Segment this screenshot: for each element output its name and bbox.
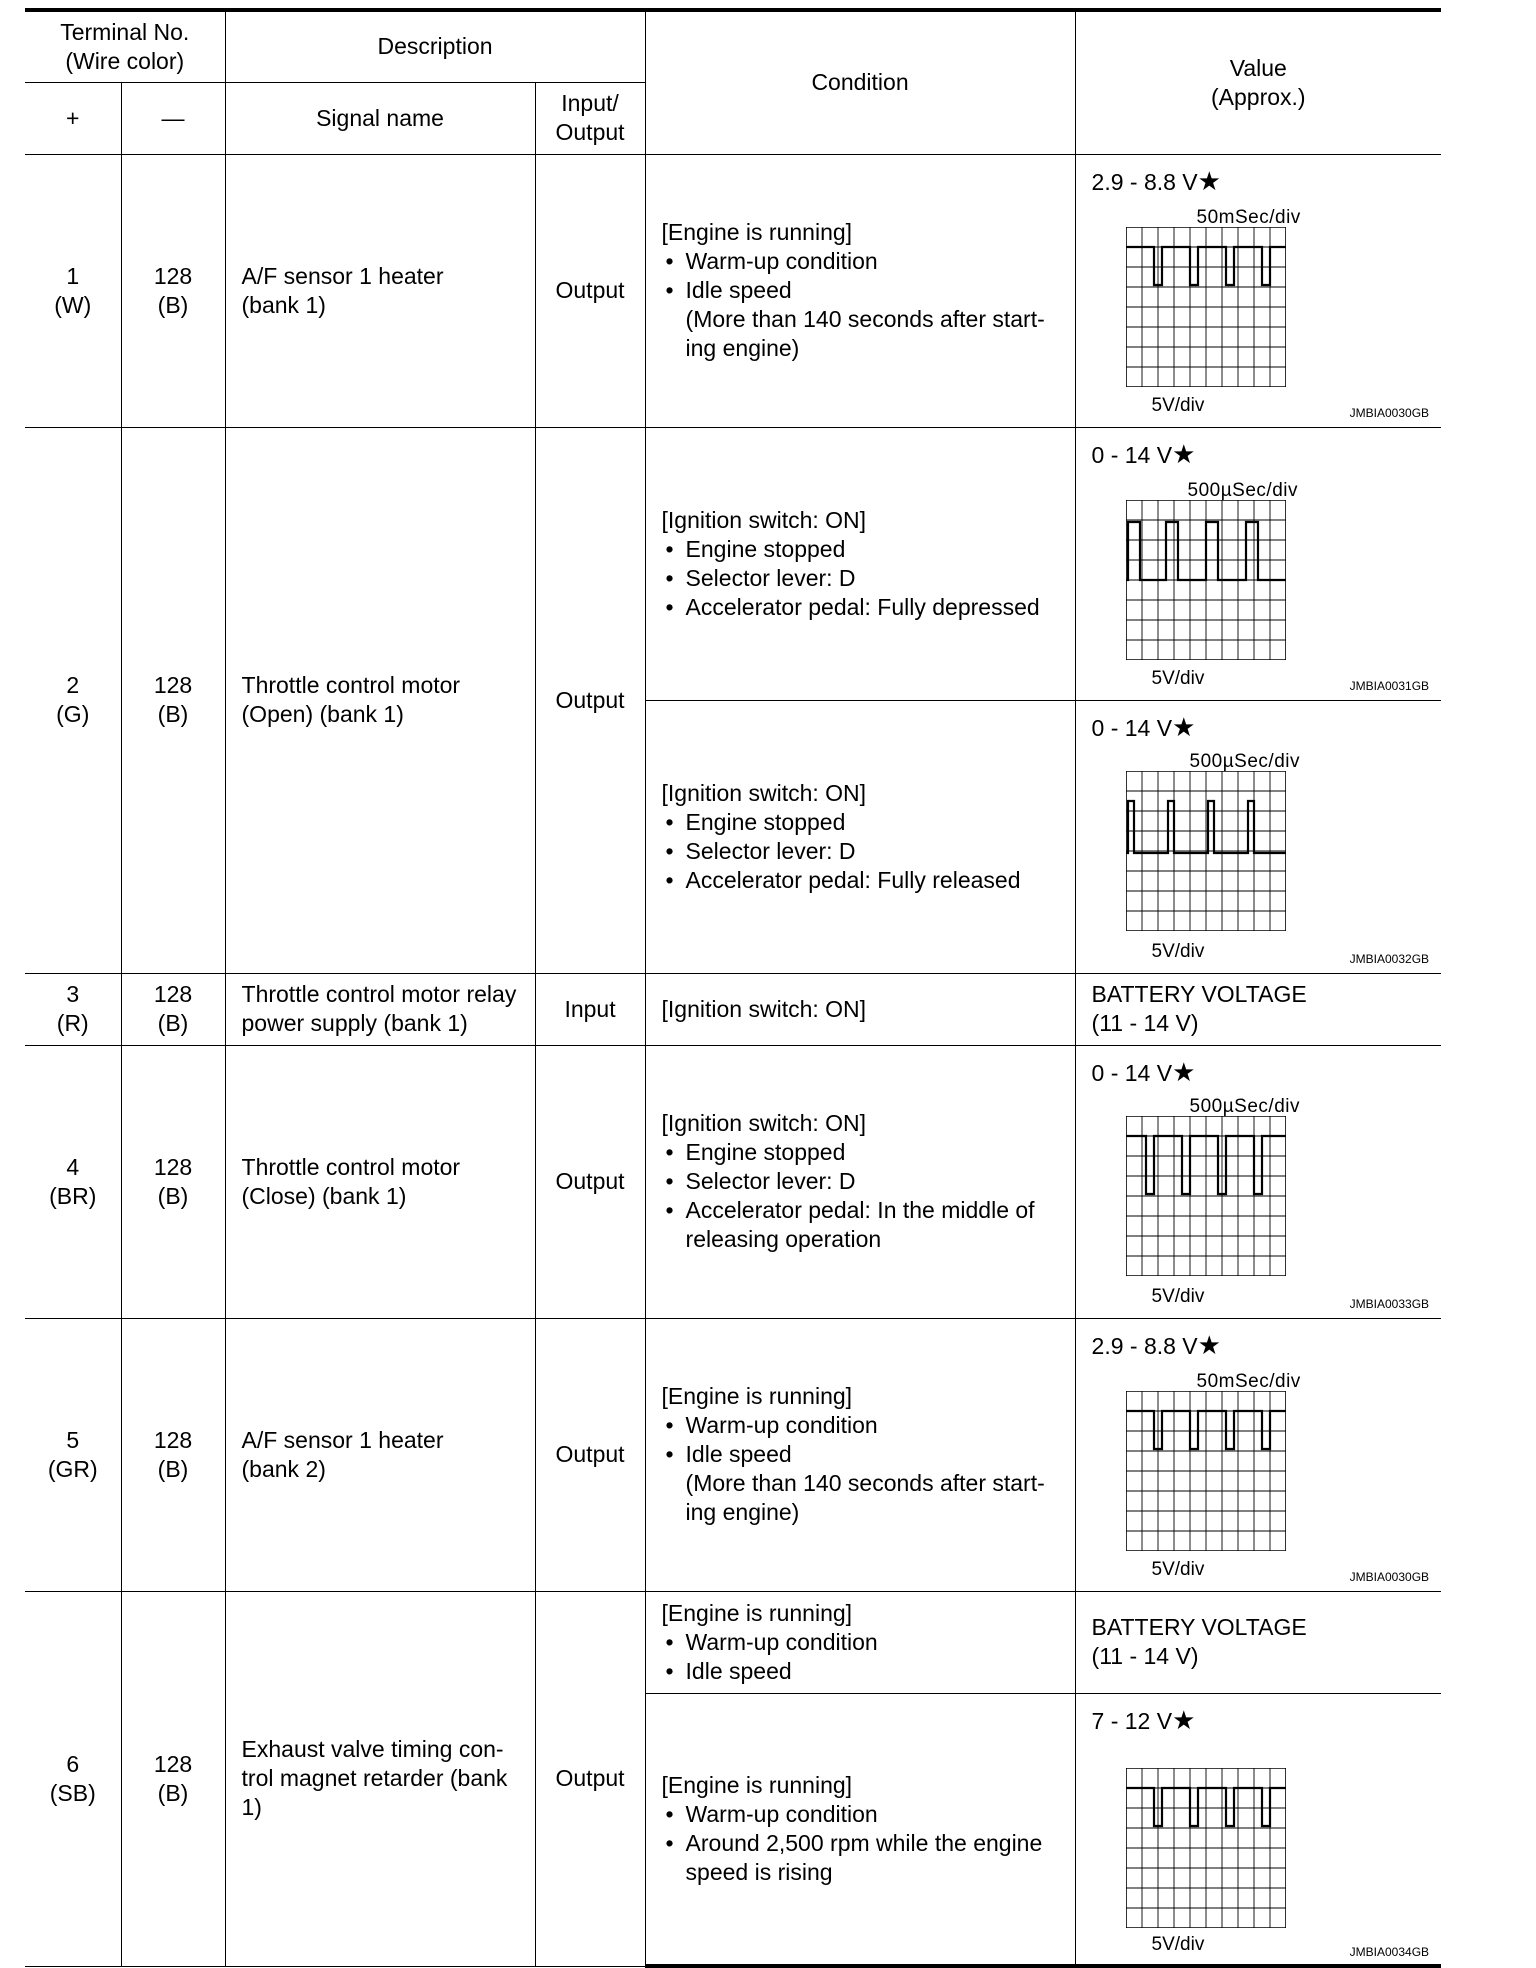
value-range: 0 - 14 V★ xyxy=(1091,438,1196,469)
minus-terminal: 128 (B) xyxy=(121,154,225,427)
plus-terminal: 4 (BR) xyxy=(25,1045,121,1318)
io-type: Output xyxy=(535,1591,645,1966)
value-range: 2.9 - 8.8 V★ xyxy=(1091,165,1221,196)
time-div-label: 50mSec/div xyxy=(1196,1370,1301,1392)
value-cell xyxy=(1075,154,1441,427)
table-row xyxy=(25,427,1441,700)
condition-item: • Warm-up condition xyxy=(662,1411,1067,1440)
volt-div-label: 5V/div xyxy=(1151,667,1205,689)
condition-item: • Engine stopped xyxy=(662,808,1067,837)
oscilloscope-waveform xyxy=(1126,227,1286,387)
condition: [Engine is running] • Warm-up condition • Idle speed xyxy=(645,1591,1075,1693)
condition: [Engine is running] • Warm-up condition • Idle speed (More than 140 seconds after start- ing engine) xyxy=(645,1318,1075,1591)
plus-terminal: 6 (SB) xyxy=(25,1591,121,1966)
minus-terminal: 128 (B) xyxy=(121,1045,225,1318)
image-code: JMBIA0034GB xyxy=(1349,1944,1430,1959)
value-range: 7 - 12 V★ xyxy=(1091,1704,1196,1735)
io-type: Output xyxy=(535,154,645,427)
condition: [Engine is running] • Warm-up condition • Around 2,500 rpm while the engine speed is rising xyxy=(645,1693,1075,1966)
time-div-label: 500µSec/div xyxy=(1187,479,1298,501)
condition: [Ignition switch: ON] xyxy=(645,973,1075,1045)
value-cell xyxy=(1075,1318,1441,1591)
volt-div-label: 5V/div xyxy=(1151,394,1205,416)
table-row xyxy=(25,154,1441,427)
image-code: JMBIA0031GB xyxy=(1349,678,1430,693)
oscilloscope-waveform xyxy=(1126,1768,1286,1928)
plus-terminal: 5 (GR) xyxy=(25,1318,121,1591)
condition-item: • Accelerator pedal: Fully released xyxy=(662,866,1067,895)
volt-div-label: 5V/div xyxy=(1151,1933,1205,1955)
table-row xyxy=(25,973,1441,1045)
volt-div-label: 5V/div xyxy=(1151,1285,1205,1307)
oscilloscope-waveform xyxy=(1126,1116,1286,1276)
header-terminal: Terminal No. (Wire color) xyxy=(25,10,225,82)
condition-item: • Accelerator pedal: Fully depressed xyxy=(662,593,1067,622)
oscilloscope-waveform xyxy=(1126,771,1286,931)
table-row xyxy=(25,1045,1441,1318)
value-cell xyxy=(1075,427,1441,700)
condition-item: • Idle speed xyxy=(662,1440,1067,1469)
volt-div-label: 5V/div xyxy=(1151,940,1205,962)
value-range: 0 - 14 V★ xyxy=(1091,1056,1196,1087)
value-range: 0 - 14 V★ xyxy=(1091,711,1196,742)
condition-item: • Accelerator pedal: In the middle of xyxy=(662,1196,1067,1225)
io-type: Input xyxy=(535,973,645,1045)
condition-item: • Selector lever: D xyxy=(662,564,1067,593)
signal-name: A/F sensor 1 heater (bank 1) xyxy=(225,154,535,427)
condition-item: • Warm-up condition xyxy=(662,247,1067,276)
image-code: JMBIA0030GB xyxy=(1349,1569,1430,1584)
condition: [Ignition switch: ON] • Engine stopped • Selector lever: D • Accelerator pedal: Fully released xyxy=(645,700,1075,973)
header-plus: + xyxy=(25,82,121,154)
image-code: JMBIA0033GB xyxy=(1349,1296,1430,1311)
value-cell xyxy=(1075,973,1441,1045)
signal-name: Throttle control motor (Open) (bank 1) xyxy=(225,427,535,973)
oscilloscope-waveform xyxy=(1126,1391,1286,1551)
oscilloscope-waveform xyxy=(1126,500,1286,660)
condition-item: • Engine stopped xyxy=(662,1138,1067,1167)
value-text: BATTERY VOLTAGE xyxy=(1091,1614,1307,1640)
condition-item: • Idle speed xyxy=(662,1657,1067,1686)
signal-name: Throttle control motor relay power supply (bank 1) xyxy=(225,973,535,1045)
header-condition: Condition xyxy=(645,10,1075,154)
plus-terminal: 3 (R) xyxy=(25,973,121,1045)
scope-grid xyxy=(1126,771,1286,931)
condition-item: • Engine stopped xyxy=(662,535,1067,564)
minus-terminal: 128 (B) xyxy=(121,1318,225,1591)
header-value: Value (Approx.) xyxy=(1075,10,1441,154)
header-minus: — xyxy=(121,82,225,154)
condition-item: • Idle speed xyxy=(662,276,1067,305)
table-row xyxy=(25,1591,1441,1693)
value-text: (11 - 14 V) xyxy=(1091,1643,1199,1669)
condition-item: • Warm-up condition xyxy=(662,1628,1067,1657)
condition-item: • Selector lever: D xyxy=(662,837,1067,866)
table-row xyxy=(25,1318,1441,1591)
value-cell xyxy=(1075,1693,1441,1966)
signal-name: Throttle control motor (Close) (bank 1) xyxy=(225,1045,535,1318)
condition: [Ignition switch: ON] • Engine stopped • Selector lever: D • Accelerator pedal: Fully depressed xyxy=(645,427,1075,700)
time-div-label: 500µSec/div xyxy=(1189,1095,1300,1117)
condition-item: • Warm-up condition xyxy=(662,1800,1067,1829)
plus-terminal: 2 (G) xyxy=(25,427,121,973)
terminal-table xyxy=(25,8,1441,1968)
value-cell xyxy=(1075,1591,1441,1693)
header-signal-name: Signal name xyxy=(225,82,535,154)
header-input-output: Input/ Output xyxy=(535,82,645,154)
plus-terminal: 1 (W) xyxy=(25,154,121,427)
io-type: Output xyxy=(535,427,645,973)
image-code: JMBIA0032GB xyxy=(1349,951,1430,966)
time-div-label: 500µSec/div xyxy=(1189,750,1300,772)
condition-item: • Around 2,500 rpm while the engine xyxy=(662,1829,1067,1858)
value-range: 2.9 - 8.8 V★ xyxy=(1091,1329,1221,1360)
signal-name: A/F sensor 1 heater (bank 2) xyxy=(225,1318,535,1591)
io-type: Output xyxy=(535,1045,645,1318)
header-description: Description xyxy=(225,10,645,82)
value-text: BATTERY VOLTAGE xyxy=(1091,981,1307,1007)
condition-item: • Selector lever: D xyxy=(662,1167,1067,1196)
waveform-trace xyxy=(1126,522,1286,580)
condition: [Ignition switch: ON] • Engine stopped • Selector lever: D • Accelerator pedal: In the middle of releasing operation xyxy=(645,1045,1075,1318)
condition: [Engine is running] • Warm-up condition • Idle speed (More than 140 seconds after start- ing engine) xyxy=(645,154,1075,427)
minus-terminal: 128 (B) xyxy=(121,1591,225,1966)
volt-div-label: 5V/div xyxy=(1151,1558,1205,1580)
io-type: Output xyxy=(535,1318,645,1591)
value-text: (11 - 14 V) xyxy=(1091,1010,1199,1036)
value-cell xyxy=(1075,1045,1441,1318)
image-code: JMBIA0030GB xyxy=(1349,405,1430,420)
signal-name: Exhaust valve timing con- trol magnet retarder (bank 1) xyxy=(225,1591,535,1966)
value-cell xyxy=(1075,700,1441,973)
minus-terminal: 128 (B) xyxy=(121,973,225,1045)
time-div-label: 50mSec/div xyxy=(1196,206,1301,228)
minus-terminal: 128 (B) xyxy=(121,427,225,973)
